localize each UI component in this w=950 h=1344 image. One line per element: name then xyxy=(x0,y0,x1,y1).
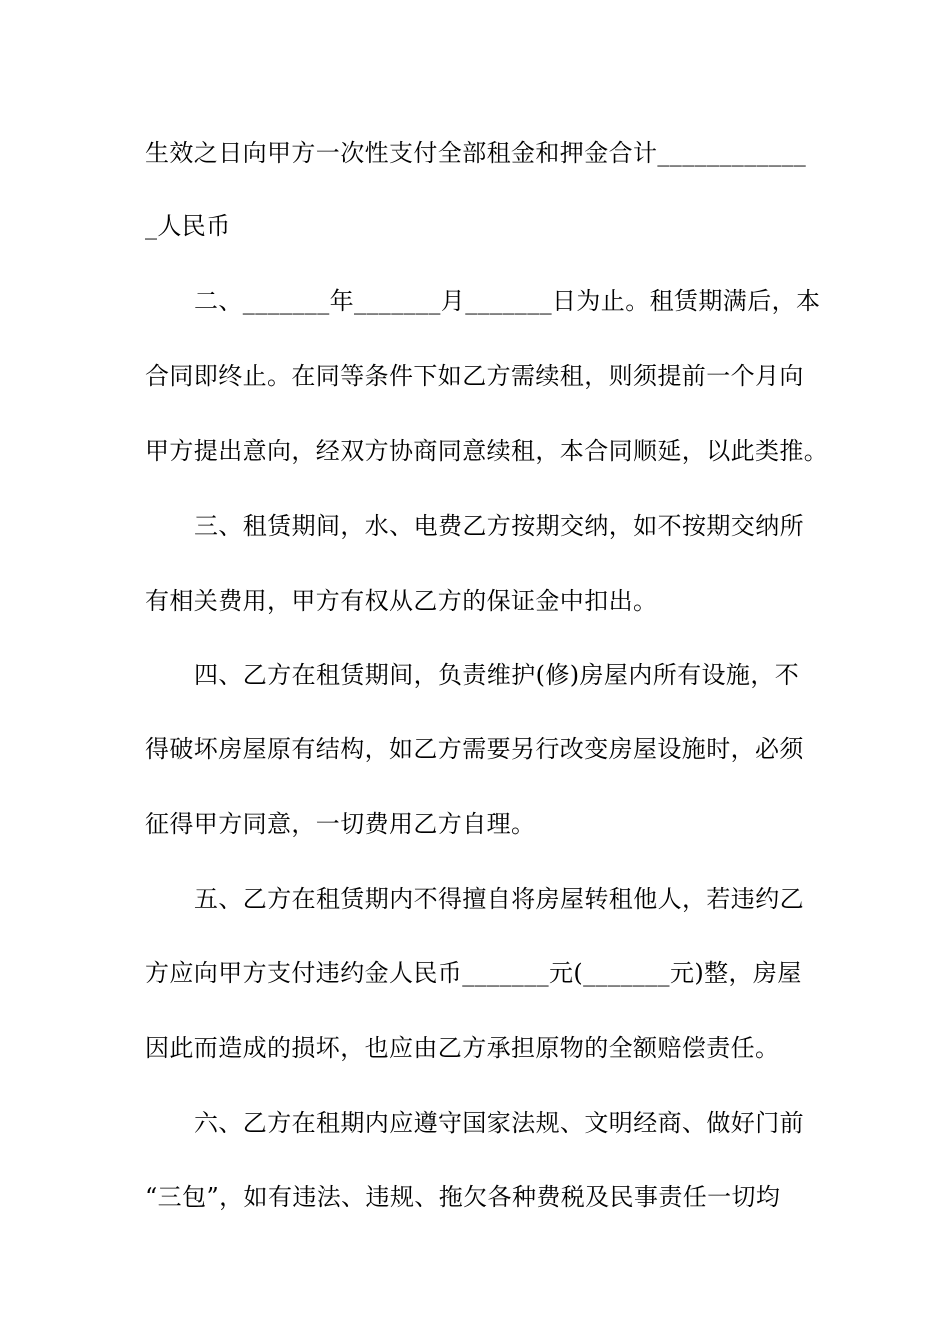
paragraph-6-start: 六、乙方在租期内应遵守国家法规、文明经商、做好门前 xyxy=(194,1109,804,1137)
text-line: 方应向甲方支付违约金人民币_______元(_______元)整，房屋 xyxy=(145,959,802,987)
paragraph-3-start: 三、租赁期间，水、电费乙方按期交纳，如不按期交纳所 xyxy=(194,512,804,540)
text-line: 甲方提出意向，经双方协商同意续租，本合同顺延，以此类推。 xyxy=(145,437,829,465)
text-line: “三包”，如有违法、违规、拖欠各种费税及民事责任一切均 xyxy=(145,1183,781,1211)
text-line: _人民币 xyxy=(145,212,231,240)
paragraph-4-start: 四、乙方在租赁期间，负责维护(修)房屋内所有设施，不 xyxy=(194,661,800,689)
paragraph-5-start: 五、乙方在租赁期内不得擅自将房屋转租他人，若违约乙 xyxy=(194,885,804,913)
text-line: 合同即终止。在同等条件下如乙方需续租，则须提前一个月向 xyxy=(145,362,804,390)
paragraph-2-start: 二、_______年_______月_______日为止。租赁期满后，本 xyxy=(194,287,821,315)
text-line: 生效之日向甲方一次性支付全部租金和押金合计____________ xyxy=(145,139,807,167)
text-line: 征得甲方同意，一切费用乙方自理。 xyxy=(145,810,536,838)
text-line: 因此而造成的损坏，也应由乙方承担原物的全额赔偿责任。 xyxy=(145,1034,780,1062)
text-line: 得破坏房屋原有结构，如乙方需要另行改变房屋设施时，必须 xyxy=(145,735,804,763)
text-line: 有相关费用，甲方有权从乙方的保证金中扣出。 xyxy=(145,587,658,615)
